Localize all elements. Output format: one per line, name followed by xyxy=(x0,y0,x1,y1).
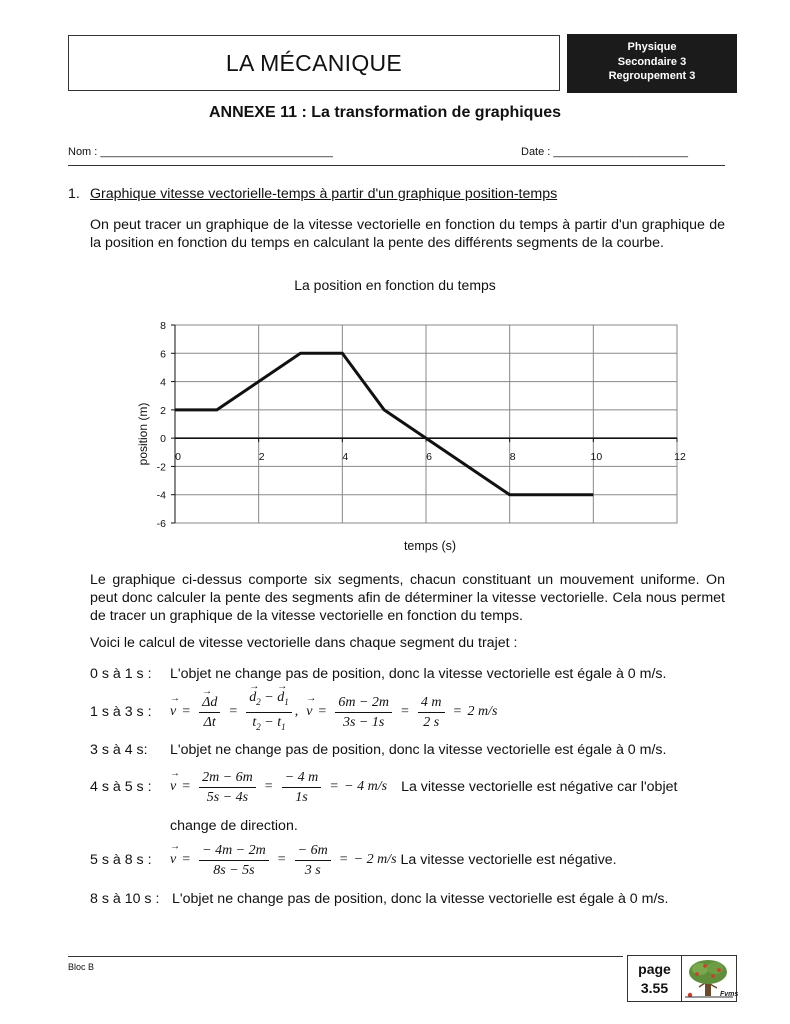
segment-4-5 xyxy=(90,765,677,809)
denominator: 5s − 4s xyxy=(206,789,249,805)
numerator: 2m − 6m xyxy=(199,769,256,788)
minus-sign: − xyxy=(260,689,278,705)
page-number-box xyxy=(627,955,737,1002)
x-tick-label: 10 xyxy=(590,451,603,464)
name-field-label: Nom : ______________________________________ xyxy=(68,146,333,158)
segment-text: L'objet ne change pas de position, donc la vitesse vectorielle est égale à 0 m/s. xyxy=(172,891,669,907)
equals-sign: = xyxy=(182,779,191,794)
segment-label: 8 s à 10 s : xyxy=(90,891,160,907)
values-fraction xyxy=(199,769,256,806)
segment-text: L'objet ne change pas de position, donc la vitesse vectorielle est égale à 0 m/s. xyxy=(170,666,667,682)
x-tick-label: 6 xyxy=(426,451,432,464)
segment-3-4 xyxy=(90,741,666,759)
document-title: LA MÉCANIQUE xyxy=(68,35,560,91)
equals-sign: = xyxy=(339,852,348,867)
numerator: − 6m xyxy=(295,842,331,861)
comma: , xyxy=(294,704,299,719)
y-tick-label: 2 xyxy=(160,404,166,417)
simplified-fraction xyxy=(418,694,445,731)
difference-fraction xyxy=(246,689,291,736)
denominator: 8s − 5s xyxy=(213,862,255,878)
y-tick-label: -6 xyxy=(156,518,166,530)
x-tick-label: 4 xyxy=(342,451,349,464)
segment-note-continued: change de direction. xyxy=(170,818,298,834)
equals-sign: = xyxy=(229,704,238,719)
numerator: 4 m xyxy=(418,694,445,713)
result: 2 m/s xyxy=(467,704,498,719)
segment-5-8 xyxy=(90,838,617,882)
numerator: − 4 m xyxy=(282,769,322,788)
denominator: 3s − 1s xyxy=(342,714,385,730)
equals-sign: = xyxy=(182,704,191,719)
intro-paragraph: On peut tracer un graphique de la vitesse vectorielle en fonction du temps à partir d'un graphique de la position en fonction du temps en calculant la pente des différents segments de la courbe. xyxy=(90,217,725,251)
result: − 2 m/s xyxy=(353,852,397,867)
y-tick-label: 0 xyxy=(160,433,166,446)
simplified-fraction xyxy=(295,842,331,879)
equals-sign: = xyxy=(182,852,191,867)
segment-1-3 xyxy=(90,690,497,734)
page-number-cell xyxy=(628,956,682,1001)
segment-label: 5 s à 8 s : xyxy=(90,852,152,868)
segment-note: La vitesse vectorielle est négative car l'objet xyxy=(401,779,678,795)
course-subject: Physique xyxy=(627,41,677,53)
segment-label: 3 s à 4 s: xyxy=(90,742,148,758)
segment-8-10 xyxy=(90,890,668,908)
course-grade: Secondaire 3 xyxy=(617,55,687,68)
t2-subscript: 2 xyxy=(256,721,261,732)
x-axis-label: temps (s) xyxy=(403,539,457,553)
t1-subscript: 1 xyxy=(281,721,286,732)
x-tick-label: 8 xyxy=(509,451,516,464)
denominator: 3 s xyxy=(304,862,321,878)
calc-intro: Voici le calcul de vitesse vectorielle dans chaque segment du trajet : xyxy=(90,635,518,651)
delta-d: → Δd xyxy=(202,694,217,711)
numerator: − 4m − 2m xyxy=(199,842,269,861)
segment-label: 4 s à 5 s : xyxy=(90,779,152,795)
section-heading: Graphique vitesse vectorielle-temps à partir d'un graphique position-temps xyxy=(90,186,558,202)
equals-sign: = xyxy=(277,852,286,867)
x-tick-label: 0 xyxy=(175,451,181,464)
footer-divider xyxy=(68,956,623,957)
values-fraction xyxy=(199,842,269,879)
denominator: 2 s xyxy=(423,714,440,730)
x-tick-label: 2 xyxy=(258,451,265,464)
course-group: Regroupement 3 xyxy=(608,70,696,82)
segment-label: 1 s à 3 s : xyxy=(90,704,152,720)
d1-symbol: → d xyxy=(277,689,284,706)
segment-0-1 xyxy=(90,665,666,683)
y-tick-label: -2 xyxy=(156,461,166,474)
segments-paragraph: Le graphique ci-dessus comporte six segments, chacun constituant un mouvement uniforme. On peut donc calculer la pente des segments afin de déterminer la vitesse vectorielle. Cela nous permet de tracer un graphique de la vitesse vectorielle en fonction du temps. xyxy=(90,572,725,624)
y-tick-label: 8 xyxy=(160,320,166,332)
d1-subscript: 1 xyxy=(284,696,289,707)
minus-sign: − xyxy=(260,714,278,730)
velocity-symbol: → v xyxy=(170,779,176,795)
equals-sign: = xyxy=(401,704,409,719)
y-tick-label: 6 xyxy=(160,348,166,361)
delta-t: Δt xyxy=(203,714,216,730)
y-tick-label: 4 xyxy=(160,376,166,389)
position-time-chart xyxy=(120,310,700,560)
segment-label: 0 s à 1 s : xyxy=(90,666,152,682)
denominator: 1s xyxy=(295,789,308,805)
chart-title: La position en fonction du temps xyxy=(294,277,496,293)
tree-logo-icon xyxy=(683,957,739,1000)
y-axis-label: position (m) xyxy=(136,402,150,466)
date-field-label: Date : ______________________ xyxy=(521,146,688,158)
t1-symbol: t xyxy=(277,714,282,730)
result: − 4 m/s xyxy=(344,779,388,794)
page-word: page xyxy=(638,961,671,977)
section-number: 1. xyxy=(68,186,80,202)
velocity-symbol: → v xyxy=(306,704,312,720)
segment-note: La vitesse vectorielle est négative. xyxy=(400,852,617,868)
t2-symbol: t xyxy=(252,714,257,730)
equals-sign: = xyxy=(318,704,327,719)
svg-text:Fvms: Fvms xyxy=(720,991,739,998)
page-number: 3.55 xyxy=(640,980,669,996)
y-tick-label: -4 xyxy=(156,489,166,502)
equals-sign: = xyxy=(453,704,462,719)
header-divider xyxy=(68,165,725,166)
annexe-title: ANNEXE 11 : La transformation de graphiques xyxy=(208,104,562,121)
x-tick-label: 12 xyxy=(674,451,686,464)
segment-text: L'objet ne change pas de position, donc la vitesse vectorielle est égale à 0 m/s. xyxy=(170,742,667,758)
simplified-fraction xyxy=(282,769,322,806)
equals-sign: = xyxy=(264,779,273,794)
d2-subscript: 2 xyxy=(256,696,261,707)
values-fraction xyxy=(335,694,392,731)
equals-sign: = xyxy=(330,779,339,794)
velocity-symbol: → v xyxy=(170,852,176,868)
velocity-symbol: → v xyxy=(170,704,176,720)
course-badge xyxy=(567,34,737,93)
d2-symbol: → d xyxy=(249,689,256,706)
delta-fraction xyxy=(199,694,220,731)
numerator: 6m − 2m xyxy=(335,694,392,713)
bloc-label: Bloc B xyxy=(68,962,95,972)
position-series-line xyxy=(175,353,593,494)
